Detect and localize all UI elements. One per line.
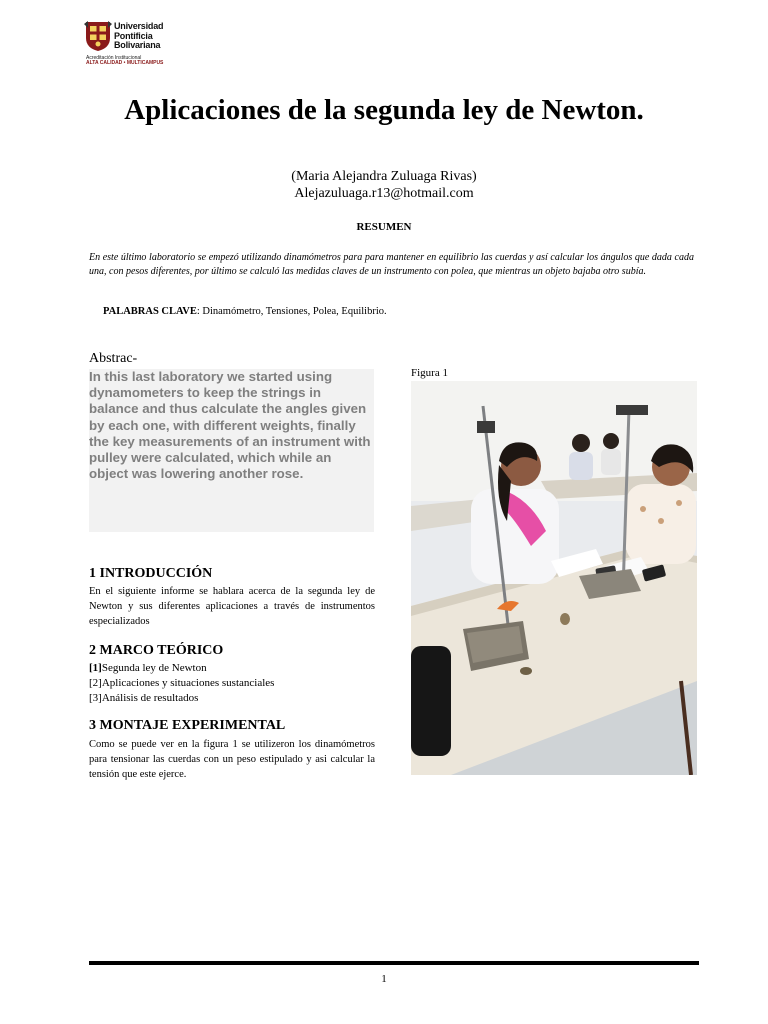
resumen-heading: RESUMEN bbox=[356, 221, 412, 233]
section-heading-marco: 2 MARCO TEÓRICO bbox=[89, 643, 224, 658]
ref-marker: [1] bbox=[89, 662, 102, 674]
section-text-intro: En el siguiente informe se hablara acerca de la segunda ley de Newton y sus diferentes aplicaciones a través de instrumentos especializados bbox=[89, 586, 375, 627]
list-item bbox=[89, 661, 274, 676]
resumen-text: En este último laboratorio se empezó utilizando dinamómetros para para mantener en equilibrio las cuerdas y así calcular los ángulos que dada cada una, con pesos diferentes, por último se calculó las medidas claves de un instrumento con polea, que mientras un objeto bajaba otro subía. bbox=[89, 252, 694, 277]
author-name: (Maria Alejandra Zuluaga Rivas) bbox=[291, 169, 477, 184]
list-item-label: Segunda ley de Newton bbox=[101, 662, 207, 674]
list-item-label: Análisis de resultados bbox=[101, 692, 199, 704]
list-item bbox=[89, 691, 274, 706]
list-item bbox=[89, 676, 274, 691]
figure-photo bbox=[411, 381, 697, 775]
figure-caption: Figura 1 bbox=[411, 367, 448, 379]
abstract-heading: Abstrac- bbox=[89, 351, 138, 366]
university-shield-icon bbox=[84, 20, 112, 52]
keywords-list: : Dinamómetro, Tensiones, Polea, Equilibrio. bbox=[196, 306, 387, 317]
section-heading-intro: 1 INTRODUCCIÓN bbox=[89, 566, 213, 581]
ref-marker: [3] bbox=[89, 692, 102, 704]
author-email: Alejazuluaga.r13@hotmail.com bbox=[294, 186, 474, 201]
keywords bbox=[103, 306, 387, 317]
footer-rule bbox=[89, 961, 699, 965]
section-heading-montaje: 3 MONTAJE EXPERIMENTAL bbox=[89, 718, 286, 733]
document-title: Aplicaciones de la segunda ley de Newton. bbox=[124, 94, 644, 126]
list-item-label: Aplicaciones y situaciones sustanciales bbox=[101, 677, 275, 689]
marco-list bbox=[89, 661, 274, 706]
university-name: Universidad Pontificia Bolivariana bbox=[114, 21, 164, 50]
university-logo bbox=[84, 18, 174, 80]
section-text-montaje: Como se puede ver en la figura 1 se utilizeron los dinamómetros para tensionar las cuerdas con un peso estipulado y asi calcular la tensión que este ejerce. bbox=[89, 739, 375, 780]
abstract-text: In this last laboratory we started using dynamometers to keep the strings in balance and thus calculate the angles given by each one, with different weights, finally the key measurements of an instrument with pulley were calculated, which while an object was lowering another rose. bbox=[89, 369, 371, 482]
ref-marker: [2] bbox=[89, 677, 102, 689]
page-number: 1 bbox=[381, 973, 387, 985]
keywords-label: PALABRAS CLAVE bbox=[103, 306, 197, 317]
accreditation-text: Acreditación Institucional ALTA CALIDAD • MULTICAMPUS bbox=[86, 55, 164, 67]
